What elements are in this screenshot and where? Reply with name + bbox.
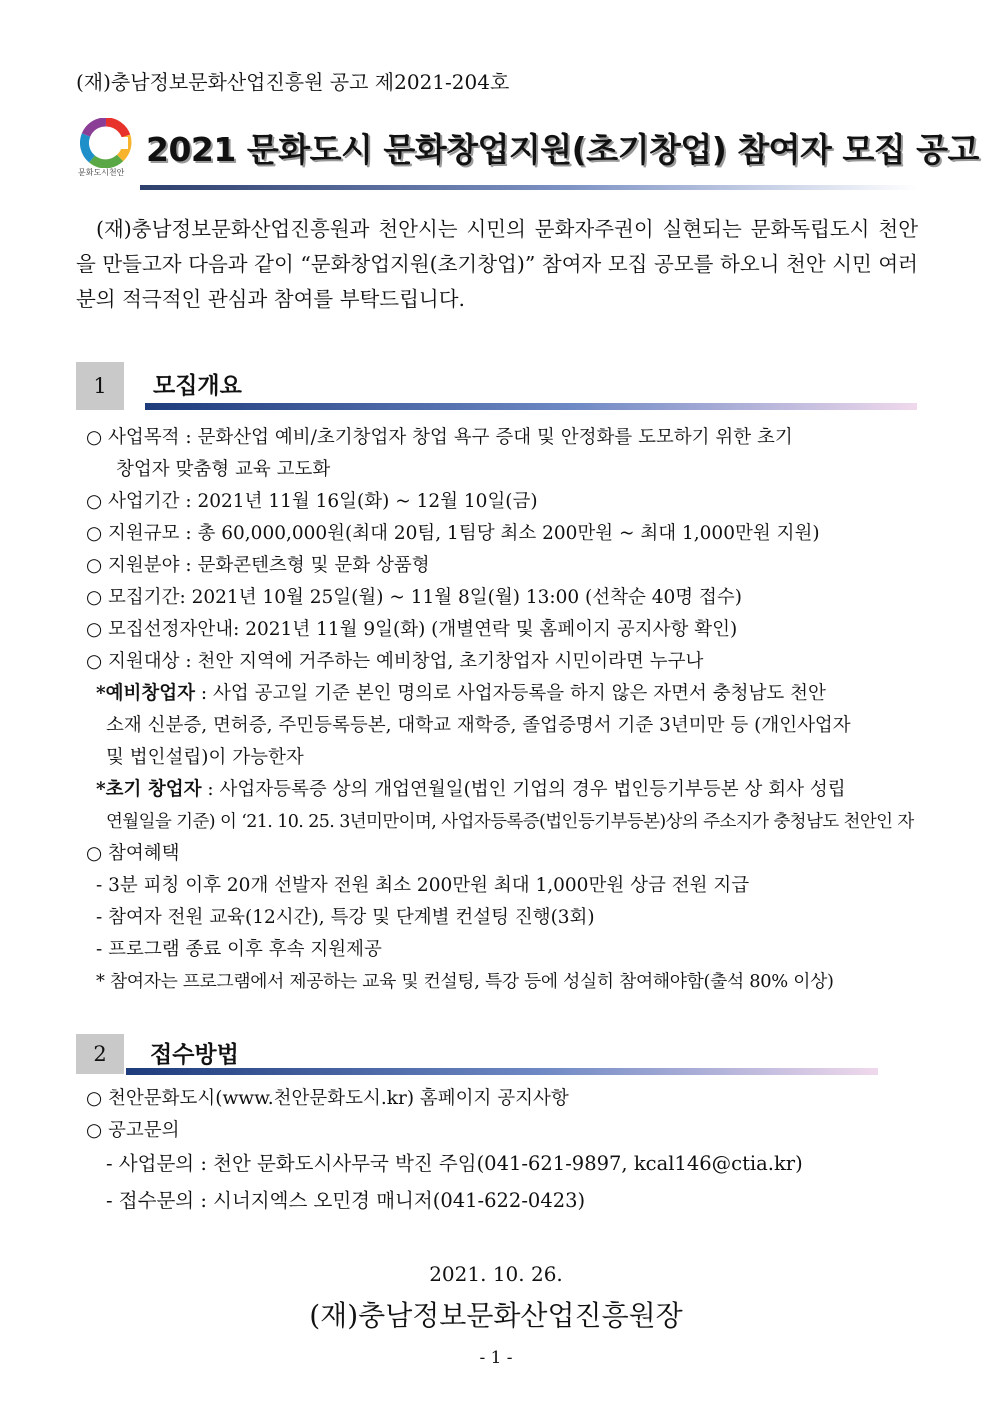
list-item [96, 678, 826, 710]
intro-paragraph: (재)충남정보문화산업진흥원과 천안시는 시민의 문화자주권이 실현되는 문화독립도시 천안을 만들고자 다음과 같이 “문화창업지원(초기창업)” 참여자 모집 공모를 하오니 천안 시민 여러분의 적극적인 관심과 참여를 부탁드립니다. [76, 217, 918, 311]
issue-date: 2021. 10. 26. [429, 1262, 563, 1286]
notice-number: (재)충남정보문화산업진흥원 공고 제2021-204호 [76, 70, 510, 94]
title-underline [140, 185, 918, 190]
list-item: - 접수문의 : 시너지엑스 오민경 매니저(041-622-0423) [106, 1189, 586, 1212]
early-founder-text: : 사업자등록증 상의 개업연월일(법인 기업의 경우 법인등기부등본 상 회사 성립 [201, 779, 846, 800]
list-item [96, 774, 846, 806]
section-number: 1 [76, 362, 124, 410]
list-item: ○ 모집기간: 2021년 10월 25일(월) ~ 11월 8일(월) 13:00 (선착순 40명 접수) [86, 587, 743, 608]
page-number: - 1 - [479, 1348, 513, 1368]
list-item: ○ 천안문화도시(www.천안문화도시.kr) 홈페이지 공지사항 [86, 1088, 569, 1109]
early-founder-label: *초기 창업자 [96, 779, 202, 800]
list-item: - 프로그램 종료 이후 후속 지원제공 [96, 939, 382, 960]
section-title: 모집개요 [153, 373, 242, 399]
list-item: 소재 신분증, 면허증, 주민등록등본, 대학교 재학증, 졸업증명서 기준 3년미만 등 (개인사업자 [106, 715, 851, 736]
list-item: - 사업문의 : 천안 문화도시사무국 박진 주임(041-621-9897, kcal146@ctia.kr) [106, 1152, 803, 1175]
section-number: 2 [76, 1034, 124, 1074]
list-item: 및 법인설립)이 가능한자 [106, 747, 304, 768]
list-item: ○ 지원분야 : 문화콘텐츠형 및 문화 상품형 [86, 555, 430, 576]
logo-ring-icon [80, 118, 132, 168]
section-bar [126, 1068, 878, 1075]
pre-founder-text: : 사업 공고일 기준 본인 명의로 사업자등록을 하지 않은 자면서 충청남도 천안 [195, 683, 826, 704]
pre-founder-label: *예비창업자 [96, 683, 196, 704]
list-item: ○ 지원규모 : 총 60,000,000원(최대 20팀, 1팀당 최소 200만원 ~ 최대 1,000만원 지원) [86, 523, 820, 544]
list-item: ○ 지원대상 : 천안 지역에 거주하는 예비창업, 초기창업자 시민이라면 누구나 [86, 651, 704, 672]
logo-caption: 문화도시천안 [78, 168, 125, 177]
list-item: ○ 사업기간 : 2021년 11월 16일(화) ~ 12월 10일(금) [86, 491, 538, 512]
page-title: 2021 문화도시 문화창업지원(초기창업) 참여자 모집 공고 [146, 130, 979, 169]
organization-signature: (재)충남정보문화산업진흥원장 [309, 1299, 683, 1332]
section-bar [145, 403, 917, 410]
list-item: ○ 모집선정자안내: 2021년 11월 9일(화) (개별연락 및 홈페이지 공지사항 확인) [86, 619, 738, 640]
list-item: 연월일을 기준) 이 ‘21. 10. 25. 3년미만이며, 사업자등록증(법인등기부등본)상의 주소지가 충청남도 천안인 자 [106, 812, 914, 832]
list-item: 창업자 맞춤형 교육 고도화 [116, 459, 331, 480]
list-item: - 3분 피칭 이후 20개 선발자 전원 최소 200만원 최대 1,000만원 상금 전원 지급 [96, 875, 750, 896]
list-item: ○ 사업목적 : 문화산업 예비/초기창업자 창업 욕구 증대 및 안정화를 도모하기 위한 초기 [86, 427, 793, 448]
section-title: 접수방법 [150, 1042, 239, 1068]
list-item: * 참여자는 프로그램에서 제공하는 교육 및 컨설팅, 특강 등에 성실히 참여해야함(출석 80% 이상) [96, 971, 834, 992]
culture-city-logo [80, 118, 132, 180]
list-item: ○ 참여혜택 [86, 843, 180, 864]
list-item: ○ 공고문의 [86, 1120, 180, 1141]
list-item: - 참여자 전원 교육(12시간), 특강 및 단계별 컨설팅 진행(3회) [96, 907, 595, 928]
